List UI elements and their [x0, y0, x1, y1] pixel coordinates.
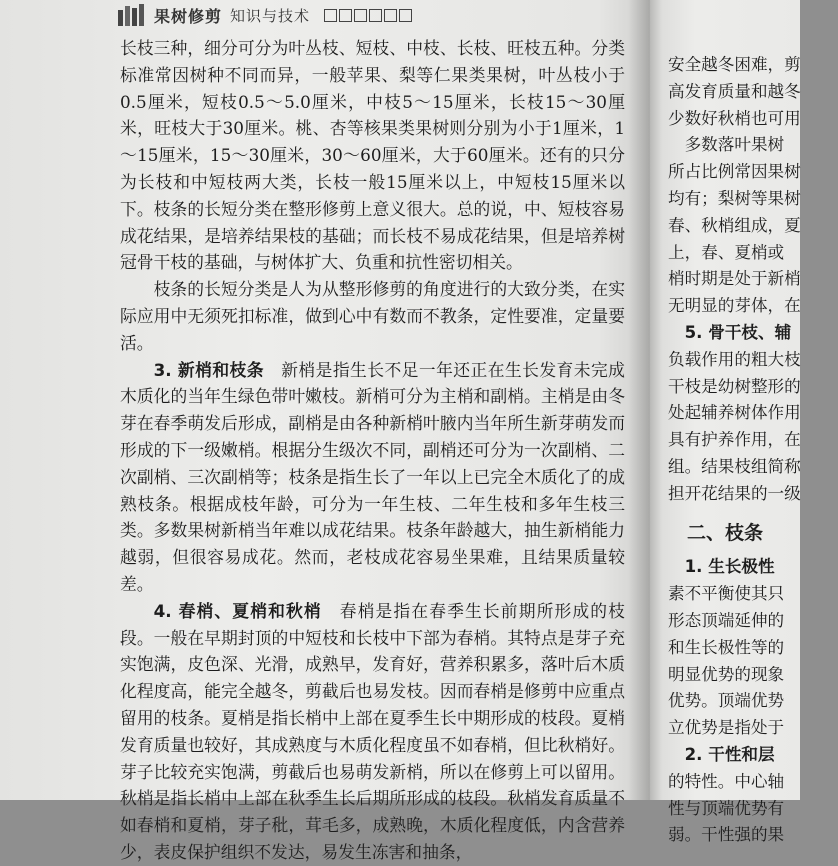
right-heading-5-text: 5. 骨干枝、辅	[684, 322, 792, 342]
right-line: 负载作用的粗大枝	[668, 349, 801, 369]
right-line: 梢时期是处于新梢	[668, 269, 801, 289]
running-header	[118, 2, 412, 28]
heading-3: 3. 新梢和枝条	[153, 359, 264, 380]
right-line: 处起辅养树体作用	[668, 403, 801, 423]
right-line: 素不平衡使其只	[668, 584, 785, 604]
right-subheading-1-text: 1. 生长极性	[684, 557, 775, 577]
left-body-text	[120, 35, 625, 866]
right-body-text	[668, 52, 838, 849]
right-subheading-2	[668, 742, 838, 769]
paragraph-3	[120, 357, 625, 598]
right-line: 无明显的芽体，在	[668, 296, 801, 316]
right-line: 性与顶端优势有	[668, 798, 785, 818]
right-line: 上，春、夏梢或	[668, 242, 785, 262]
heading-4: 4. 春梢、夏梢和秋梢	[153, 600, 322, 621]
right-line: 干枝是幼树整形的	[668, 376, 801, 396]
book-stack-icon	[118, 4, 144, 26]
right-line: 立优势是指处于	[668, 718, 785, 738]
paragraph-3-text: 新梢是指生长不足一年还正在生长发育未完成木质化的当年生绿色带叶嫩枝。新梢可分为主梢和副梢。主梢是由冬芽在春季萌发后形成，副梢是由各种新梢叶腋内当年所生新芽萌发而形成的下一级嫩梢。根据分生级次不同，副梢还可分为一次副梢、二次副梢、三次副梢等；枝条是指生长了一年以上已完全木质化了的成熟枝条。根据成枝年龄，可分为一年生枝、二年生枝和多年生枝三类。多数果树新梢当年难以成花结果。枝条年龄越大，抽生新梢能力越弱，但很容易成花。然而，老枝成花容易坐果难，且结果质量较差。	[120, 359, 625, 594]
right-line: 形态顶端延伸的	[668, 610, 785, 630]
section-heading-text: 二、枝条	[687, 521, 764, 544]
book-subtitle: 知识与技术	[230, 6, 311, 25]
right-line: 和生长极性等的	[668, 637, 785, 657]
right-line: 担开花结果的一级	[668, 483, 801, 503]
right-line: 明显优势的现象	[668, 664, 785, 684]
section-heading	[668, 520, 838, 547]
paragraph-4	[120, 598, 625, 866]
paragraph-4-text: 春梢是指在春季生长前期所形成的枝段。一般在早期封顶的中短枝和长枝中下部为春梢。其特点是芽子充实饱满，皮色深、光滑，成熟早，发育好，营养积累多，落叶后木质化程度高，能完全越冬，剪截后也易发枝。因而春梢是修剪中应重点留用的枝条。夏梢是指长梢中上部在夏季生长中期形成的枝段。夏梢发育质量也较好，其成熟度与木质化程度虽不如春梢，但比秋梢好。芽子比较充实饱满，剪截后也易萌发新梢，所以在修剪上可以留用。秋梢是指长梢中上部在秋季生长后期所形成的枝段。秋梢发育质量不如春梢和夏梢，芽子秕，茸毛多，成熟晚，木质化程度低，内含营养少，表皮保护组织不发达，易发生冻害和抽条，	[120, 600, 625, 862]
right-line: 高发育质量和越冬	[668, 81, 801, 101]
right-page	[650, 0, 801, 845]
paragraph-1: 长枝三种，细分可分为叶丛枝、短枝、中枝、长枝、旺枝五种。分类标准常因树种不同而异，一般苹果、梨等仁果类果树，叶丛枝小于0.5厘米，短枝0.5～5.0厘米，中枝5～15厘米，长枝15～30厘米，旺枝大于30厘米。桃、杏等核果类果树则分别为小于1厘米，1～15厘米，15～30厘米，30～60厘米，大于60厘米。还有的只分为长枝和中短枝两大类，长枝一般15厘米以上，中短枝15厘米以下。枝条的长短分类在整形修剪上意义很大。总的说，中、短枝容易成花结果，是培养结果枝的基础；而长枝不易成花结果，但是培养树冠骨干枝的基础，与树体扩大、负重和抗性密切相关。	[120, 38, 625, 273]
right-line: 所占比例常因果树	[668, 162, 801, 182]
right-subheading-1	[668, 554, 838, 581]
right-line: 弱。干性强的果	[668, 825, 785, 845]
right-line: 安全越冬困难，剪	[668, 55, 801, 74]
right-line: 少数好秋梢也可用	[668, 108, 801, 128]
right-line: 春、秋梢组成，夏	[668, 215, 801, 235]
right-line: 具有护养作用，在	[668, 430, 801, 450]
paragraph-2: 枝条的长短分类是人为从整形修剪的角度进行的大致分类，在实际应用中无须死扣标准，做到心中有数而不教条，定性要准，定量要活。	[120, 279, 625, 353]
right-line: 优势。顶端优势	[668, 691, 785, 711]
decorative-boxes	[324, 9, 412, 22]
right-heading-5	[668, 320, 838, 347]
right-line: 组。结果枝组简称	[668, 456, 801, 476]
right-line: 均有；梨树等果树	[668, 188, 801, 208]
book-title: 果树修剪	[154, 6, 223, 26]
right-line: 多数落叶果树	[668, 135, 785, 155]
right-subheading-2-text: 2. 干性和层	[684, 744, 775, 764]
right-line: 的特性。中心轴	[668, 771, 785, 791]
